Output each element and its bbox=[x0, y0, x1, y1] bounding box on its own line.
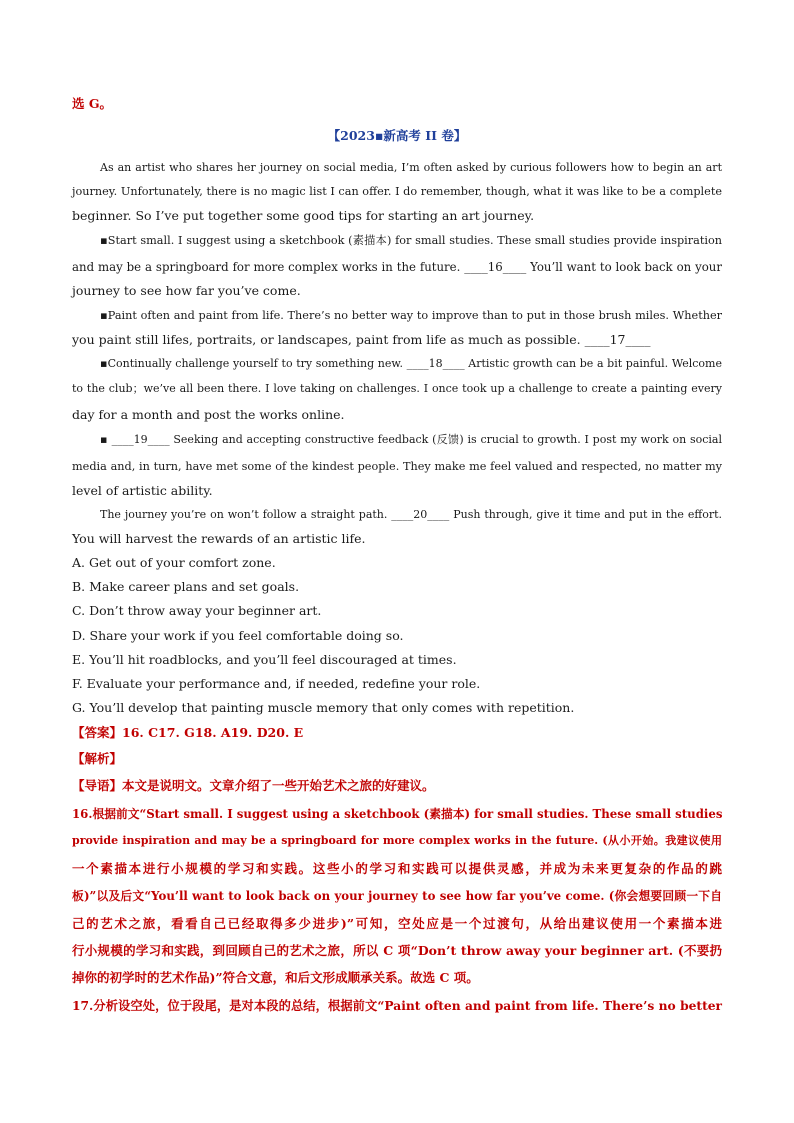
passage-p1-line-3: beginner. So I’ve put together some good tips for starting an art journey. bbox=[72, 208, 535, 223]
explanation-16-line-5: 己的艺术之旅，看看自己已经取得多少进步)”可知，空处应是一个过渡句，从给出建议使用一个素描本进 bbox=[72, 916, 722, 931]
passage-p3-line-2: you paint still lifes, portraits, or landscapes, paint from life as much as possible. ____17____ bbox=[72, 332, 651, 347]
guide-line: 【导语】本文是说明文。文章介绍了一些开始艺术之旅的好建议。 bbox=[72, 778, 435, 793]
passage-p3-line-1: ▪Paint often and paint from life. There’s no better way to improve than to put in those brush miles. Whether bbox=[100, 309, 722, 322]
passage-p6-line-2: You will harvest the rewards of an artistic life. bbox=[72, 531, 366, 546]
analysis-label: 【解析】 bbox=[72, 751, 123, 766]
passage-p5-line-2: media and, in turn, have met some of the kindest people. They make me feel valued and respected, no matter my bbox=[72, 460, 722, 473]
explanation-17-line-1: 17.分析设空处，位于段尾，是对本段的总结，根据前文“Paint often and paint from life. There’s no better bbox=[72, 998, 722, 1013]
passage-p2-line-3: journey to see how far you’ve come. bbox=[72, 283, 301, 298]
passage-p4-line-3: day for a month and post the works online. bbox=[72, 407, 345, 422]
passage-p5-line-3: level of artistic ability. bbox=[72, 483, 213, 498]
explanation-16-line-7: 掉你的初学时的艺术作品)”符合文意，和后文形成顺承关系。故选 C 项。 bbox=[72, 970, 479, 985]
explanation-16-line-2: provide inspiration and may be a springboard for more complex works in the future. (从小开始。我建议使用 bbox=[72, 834, 722, 847]
option-b: B. Make career plans and set goals. bbox=[72, 579, 300, 594]
passage-p6-line-1: The journey you’re on won’t follow a straight path. ____20____ Push through, give it time and put in the effort. bbox=[100, 508, 722, 521]
section-heading: 【2023▪新高考 II 卷】 bbox=[327, 128, 467, 143]
passage-p2-line-1: ▪Start small. I suggest using a sketchbook (素描本) for small studies. These small studies provide inspiration bbox=[100, 234, 722, 247]
explanation-16-line-4: 板)”以及后文“You’ll want to look back on your journey to see how far you’ve come. (你会想要回顾一下自 bbox=[72, 889, 722, 903]
passage-p1-line-1: As an artist who shares her journey on social media, I’m often asked by curious followers how to begin an art bbox=[100, 161, 722, 174]
previous-answer: 选 G。 bbox=[72, 96, 113, 111]
option-d: D. Share your work if you feel comfortable doing so. bbox=[72, 628, 404, 643]
option-f: F. Evaluate your performance and, if needed, redefine your role. bbox=[72, 676, 481, 691]
passage-p2-line-2: and may be a springboard for more complex works in the future. ____16____ You’ll want to look back on your bbox=[72, 260, 722, 274]
option-e: E. You’ll hit roadblocks, and you’ll feel discouraged at times. bbox=[72, 652, 457, 667]
explanation-16-line-3: 一个素描本进行小规模的学习和实践。这些小的学习和实践可以提供灵感，并成为未来更复杂的作品的跳 bbox=[72, 861, 722, 876]
option-a: A. Get out of your comfort zone. bbox=[72, 555, 276, 570]
passage-p4-line-2: to the club；we’ve all been there. I love taking on challenges. I once took up a challenge to create a painting every bbox=[72, 382, 722, 395]
explanation-16-line-6: 行小规模的学习和实践，到回顾自己的艺术之旅，所以 C 项“Don’t throw away your beginner art. (不要扔 bbox=[72, 943, 722, 958]
option-g: G. You’ll develop that painting muscle memory that only comes with repetition. bbox=[72, 700, 575, 715]
explanation-16-line-1: 16.根据前文“Start small. I suggest using a sketchbook (素描本) for small studies. These small studies bbox=[72, 807, 723, 821]
answer-line: 【答案】16. C17. G18. A19. D20. E bbox=[72, 725, 304, 740]
passage-p4-line-1: ▪Continually challenge yourself to try something new. ____18____ Artistic growth can be a bit painful. Welcome bbox=[100, 357, 722, 370]
option-c: C. Don’t throw away your beginner art. bbox=[72, 603, 322, 618]
passage-p1-line-2: journey. Unfortunately, there is no magic list I can offer. I do remember, though, what it was like to be a complete bbox=[72, 185, 722, 198]
passage-p5-line-1: ▪ ____19____ Seeking and accepting constructive feedback (反馈) is crucial to growth. I post my work on social bbox=[100, 433, 722, 446]
